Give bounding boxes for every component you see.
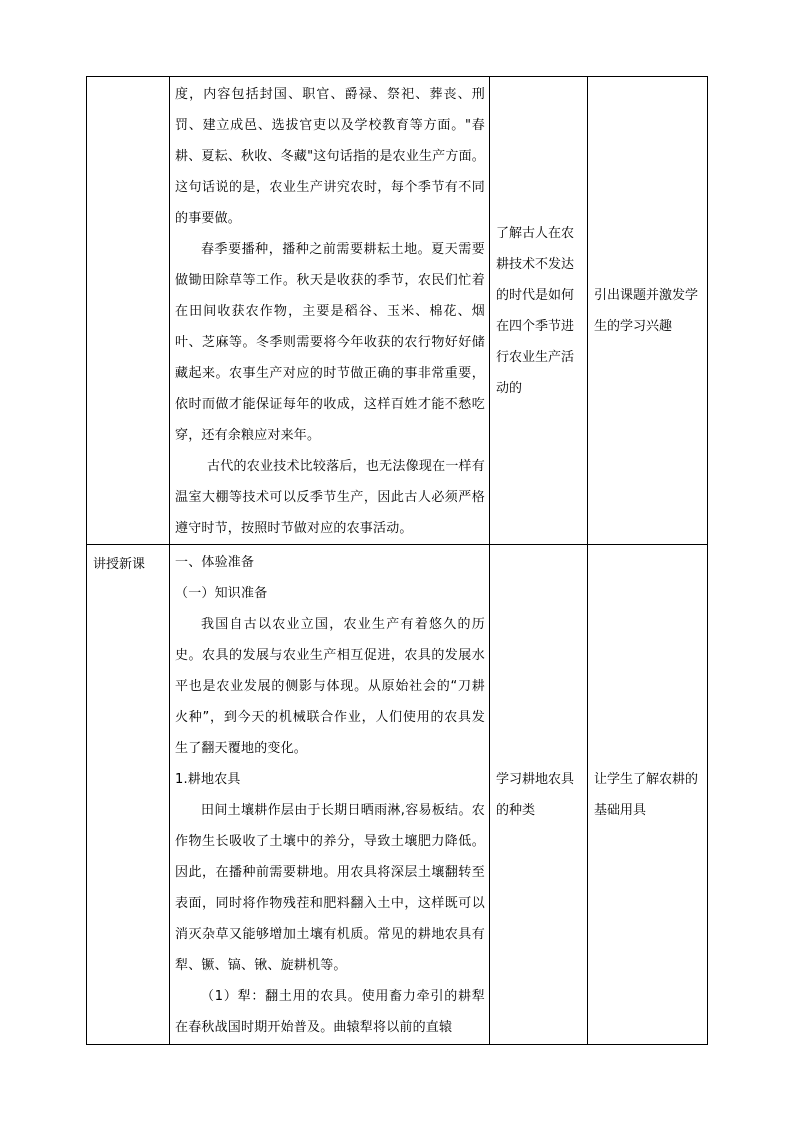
section-heading: 一、体验准备 — [175, 555, 255, 570]
content-cell — [170, 545, 490, 1045]
student-activity-cell: 学习耕地农具的种类 — [490, 545, 588, 1045]
design-intent-cell: 让学生了解农耕的基础用具 — [588, 545, 708, 1045]
content-paragraph: 春季要播种，播种之前需要耕耘土地。夏天需要做锄田除草等工作。秋天是收获的季节，农民们忙着在田间收获农作物，主要是稻谷、玉米、棉花、烟叶、芝麻等。冬季则需要将今年收获的农行物好好储藏起来。农事生产对应的时节做正确的事非常重要，依时而做才能保证每年的收成，这样百姓才能不愁吃穿，还有余粮应对来年。 — [175, 242, 485, 443]
content-paragraph: 古代的农业技术比较落后，也无法像现在一样有温室大棚等技术可以反季节生产，因此古人必须严格遵守时节，按照时节做对应的农事活动。 — [175, 459, 485, 536]
table-row — [87, 77, 708, 545]
content-paragraph: 田间土壤耕作层由于长期日晒雨淋,容易板结。农作物生长吸收了土壤中的养分，导致土壤肥力降低。因此，在播种前需要耕地。用农具将深层土壤翻转至表面，同时将作物残茬和肥料翻入土中，这样既可以消灭杂草又能够增加土壤有机质。常见的耕地农具有犁、镢、镐、锹、旋耕机等。 — [175, 803, 485, 973]
stage-cell — [87, 77, 170, 545]
subsection-heading: （一）知识准备 — [175, 586, 268, 601]
content-paragraph: 我国自古以农业立国，农业生产有着悠久的历史。农具的发展与农业生产相互促进，农具的发展水平也是农业发展的侧影与体现。从原始社会的“刀耕火种”，到今天的机械联合作业，人们使用的农具发生了翻天覆地的变化。 — [175, 617, 485, 756]
table-row — [87, 545, 708, 1045]
content-paragraph: （1）犁：翻土用的农具。使用畜力牵引的耕犁在春秋战国时期开始普及。曲辕犁将以前的直辕 — [175, 989, 485, 1035]
lesson-plan-table — [86, 76, 708, 1045]
content-cell — [170, 77, 490, 545]
subsection-heading: 1.耕地农具 — [175, 772, 241, 787]
content-paragraph: 度，内容包括封国、职官、爵禄、祭祀、葬丧、刑罚、建立成邑、选拔官吏以及学校教育等方面。"春耕、夏耘、秋收、冬藏"这句话指的是农业生产方面。这句话说的是，农业生产讲究农时，每个季节有不同的事要做。 — [175, 87, 485, 226]
stage-cell: 讲授新课 — [87, 545, 170, 1045]
design-intent-cell: 引出课题并激发学生的学习兴趣 — [588, 77, 708, 545]
student-activity-cell: 了解古人在农耕技术不发达的时代是如何在四个季节进行农业生产活动的 — [490, 77, 588, 545]
